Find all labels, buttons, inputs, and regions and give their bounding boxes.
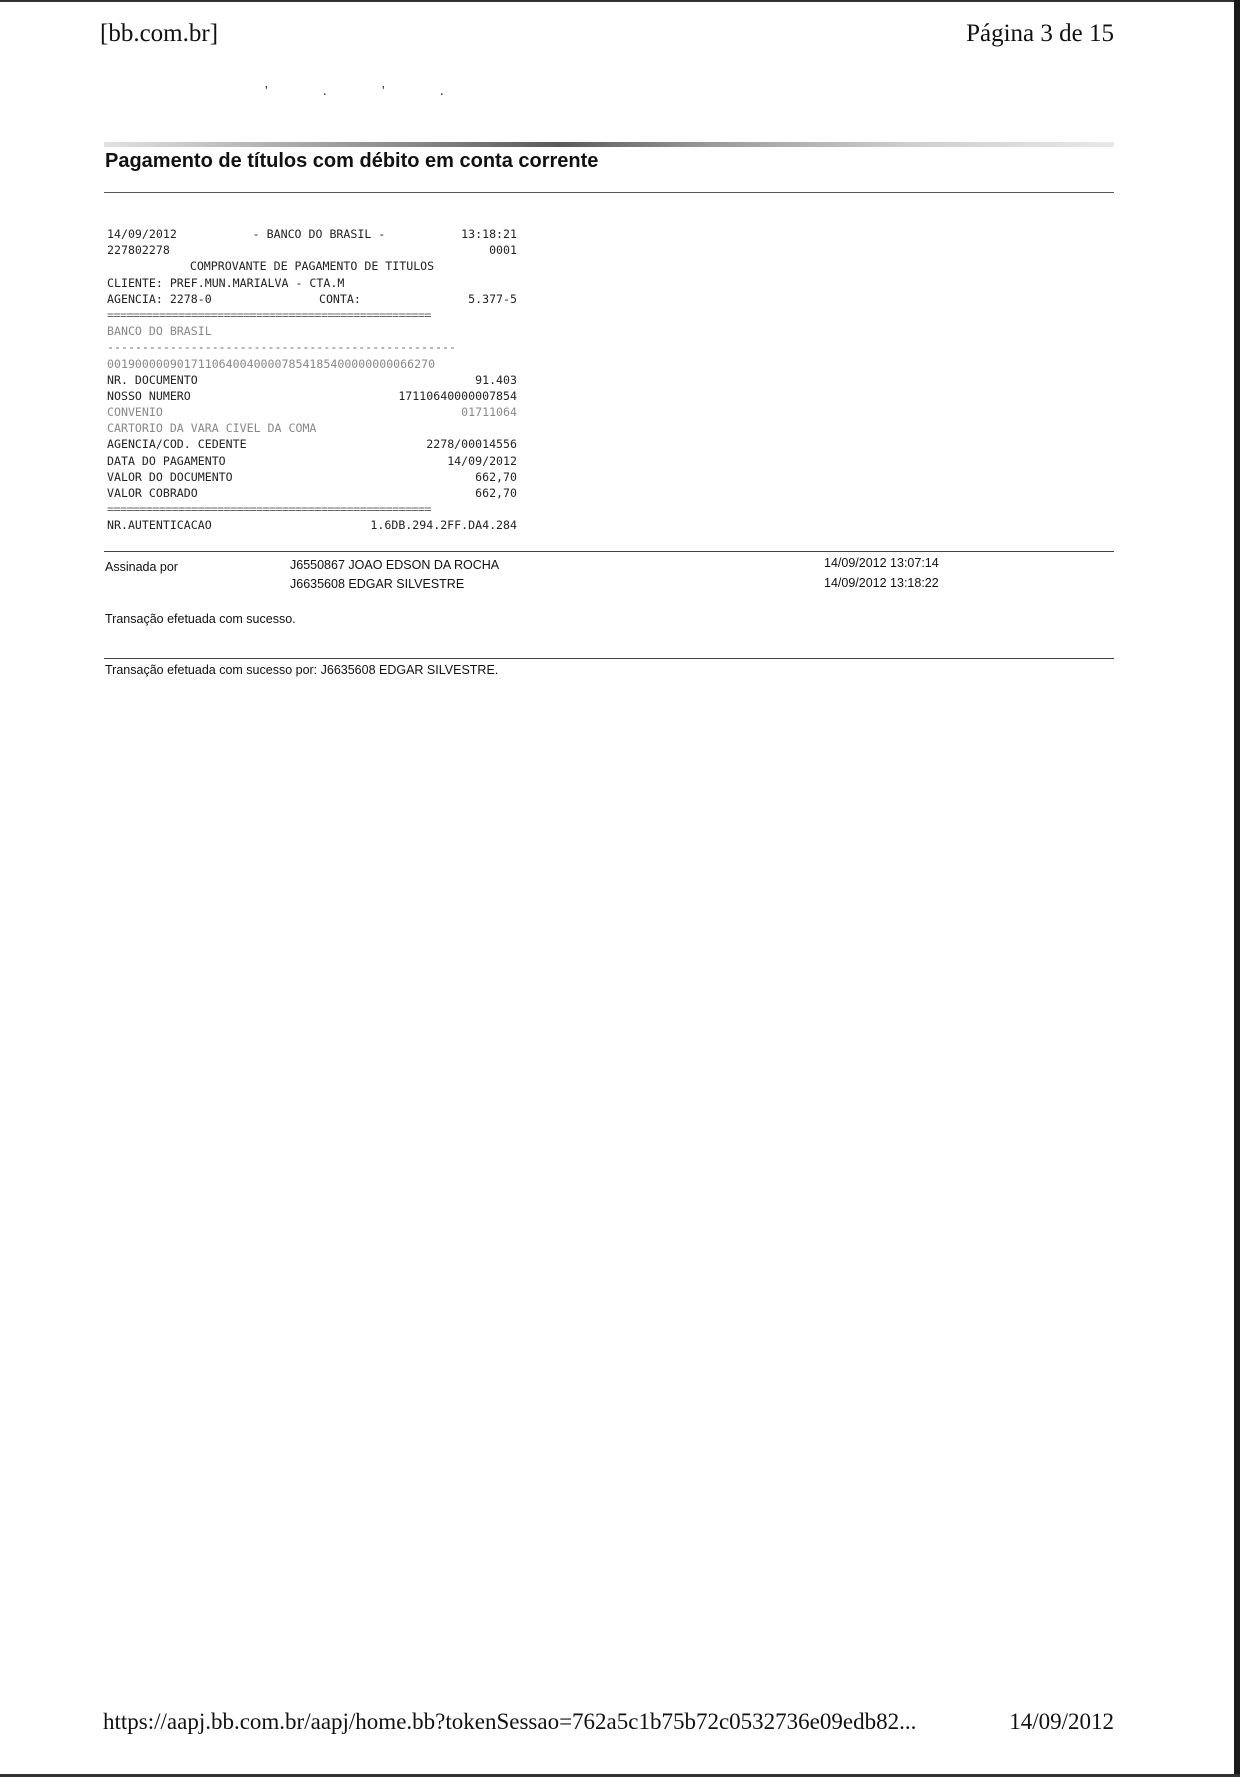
receipt-id-right: 0001 (489, 243, 517, 258)
signer-1-name: J6550867 JOAO EDSON DA ROCHA (290, 558, 500, 572)
payment-receipt (107, 226, 517, 534)
receipt-field-row (107, 485, 517, 501)
receipt-field-value: 14/09/2012 (447, 453, 517, 468)
receipt-auth-value: 1.6DB.294.2FF.DA4.284 (370, 518, 517, 533)
status-message: Transação efetuada com sucesso. (105, 612, 296, 626)
page-indicator: Página 3 de 15 (966, 20, 1114, 47)
receipt-field-row (107, 436, 517, 452)
page-title: Pagamento de títulos com débito em conta corrente (105, 150, 599, 172)
receipt-auth-label: NR.AUTENTICACAO (107, 518, 212, 533)
receipt-date: 14/09/2012 (107, 227, 177, 241)
receipt-field-row (107, 453, 517, 469)
status-message-by: Transação efetuada com sucesso por: J6635608 EDGAR SILVESTRE. (105, 663, 499, 677)
receipt-field-row (107, 372, 517, 388)
receipt-client: CLIENTE: PREF.MUN.MARIALVA - CTA.M (107, 275, 345, 290)
scan-edge-right (1234, 0, 1240, 1777)
receipt-header-line (107, 226, 517, 242)
scan-specks: ' . ' . (265, 84, 470, 99)
signature-label: Assinada por (105, 560, 178, 574)
receipt-field-label: AGENCIA/COD. CEDENTE (107, 437, 247, 452)
receipt-field-row (107, 420, 517, 436)
receipt-agency-line (107, 291, 517, 307)
receipt-barcode-line (107, 356, 517, 372)
receipt-field-value: 01711064 (461, 405, 517, 420)
status-divider (104, 658, 1114, 659)
receipt-separator-dash: -------------------------------------------------- (107, 340, 457, 355)
receipt-doc-title (107, 258, 517, 274)
receipt-doc-title-text: COMPROVANTE DE PAGAMENTO DE TITULOS (189, 259, 435, 274)
receipt-field-label: VALOR DO DOCUMENTO (107, 469, 233, 484)
receipt-bank-name-line (107, 323, 517, 339)
receipt-field-value: 662,70 (475, 469, 517, 484)
receipt-field-label: NOSSO NUMERO (107, 388, 191, 403)
signer-1-datetime: 14/09/2012 13:07:14 (824, 556, 939, 570)
scan-edge-top (0, 0, 1240, 2)
receipt-field-row (107, 388, 517, 404)
receipt-time: 13:18:21 (461, 227, 517, 241)
receipt-field-value: 2278/00014556 (426, 437, 517, 452)
receipt-bank-name: BANCO DO BRASIL (107, 324, 212, 339)
footer-url: https://aapj.bb.com.br/aapj/home.bb?tokenSessao=762a5c1b75b72c0532736e09edb82... (103, 1709, 917, 1734)
receipt-field-label: DATA DO PAGAMENTO (107, 453, 226, 468)
receipt-fields (107, 372, 517, 502)
receipt-client-line (107, 275, 517, 291)
receipt-field-label: CONVENIO (107, 405, 163, 420)
receipt-field-value: 662,70 (475, 486, 517, 500)
signer-2-datetime: 14/09/2012 13:18:22 (824, 576, 939, 590)
receipt-id-line (107, 242, 517, 258)
receipt-bank-header: - BANCO DO BRASIL - (252, 227, 386, 241)
site-header: [bb.com.br] (100, 20, 219, 47)
receipt-field-label: CARTORIO DA VARA CIVEL DA COMA (107, 421, 317, 436)
receipt-id-left: 227802278 (107, 243, 170, 258)
title-divider (104, 192, 1114, 193)
receipt-agency: AGENCIA: 2278-0 (107, 291, 212, 306)
receipt-field-row (107, 404, 517, 420)
receipt-separator-eq: ================================================== (107, 307, 432, 322)
title-band (104, 142, 1114, 147)
receipt-field-value: 17110640000007854 (398, 388, 517, 403)
receipt-account-value: 5.377-5 (468, 291, 517, 306)
signature-divider (104, 551, 1114, 552)
signer-2-name: J6635608 EDGAR SILVESTRE (290, 577, 465, 591)
receipt-auth-line (107, 517, 517, 533)
receipt-field-label: NR. DOCUMENTO (107, 372, 198, 387)
receipt-account-label: CONTA: (318, 291, 361, 306)
receipt-field-label: VALOR COBRADO (107, 486, 198, 500)
receipt-field-value: 91.403 (475, 372, 517, 387)
receipt-field-row (107, 469, 517, 485)
receipt-barcode: 00190000090171106400400007854185400000000066270 (107, 356, 436, 371)
receipt-separator-eq-2: ================================================== (107, 502, 432, 517)
footer-date: 14/09/2012 (1009, 1709, 1114, 1734)
